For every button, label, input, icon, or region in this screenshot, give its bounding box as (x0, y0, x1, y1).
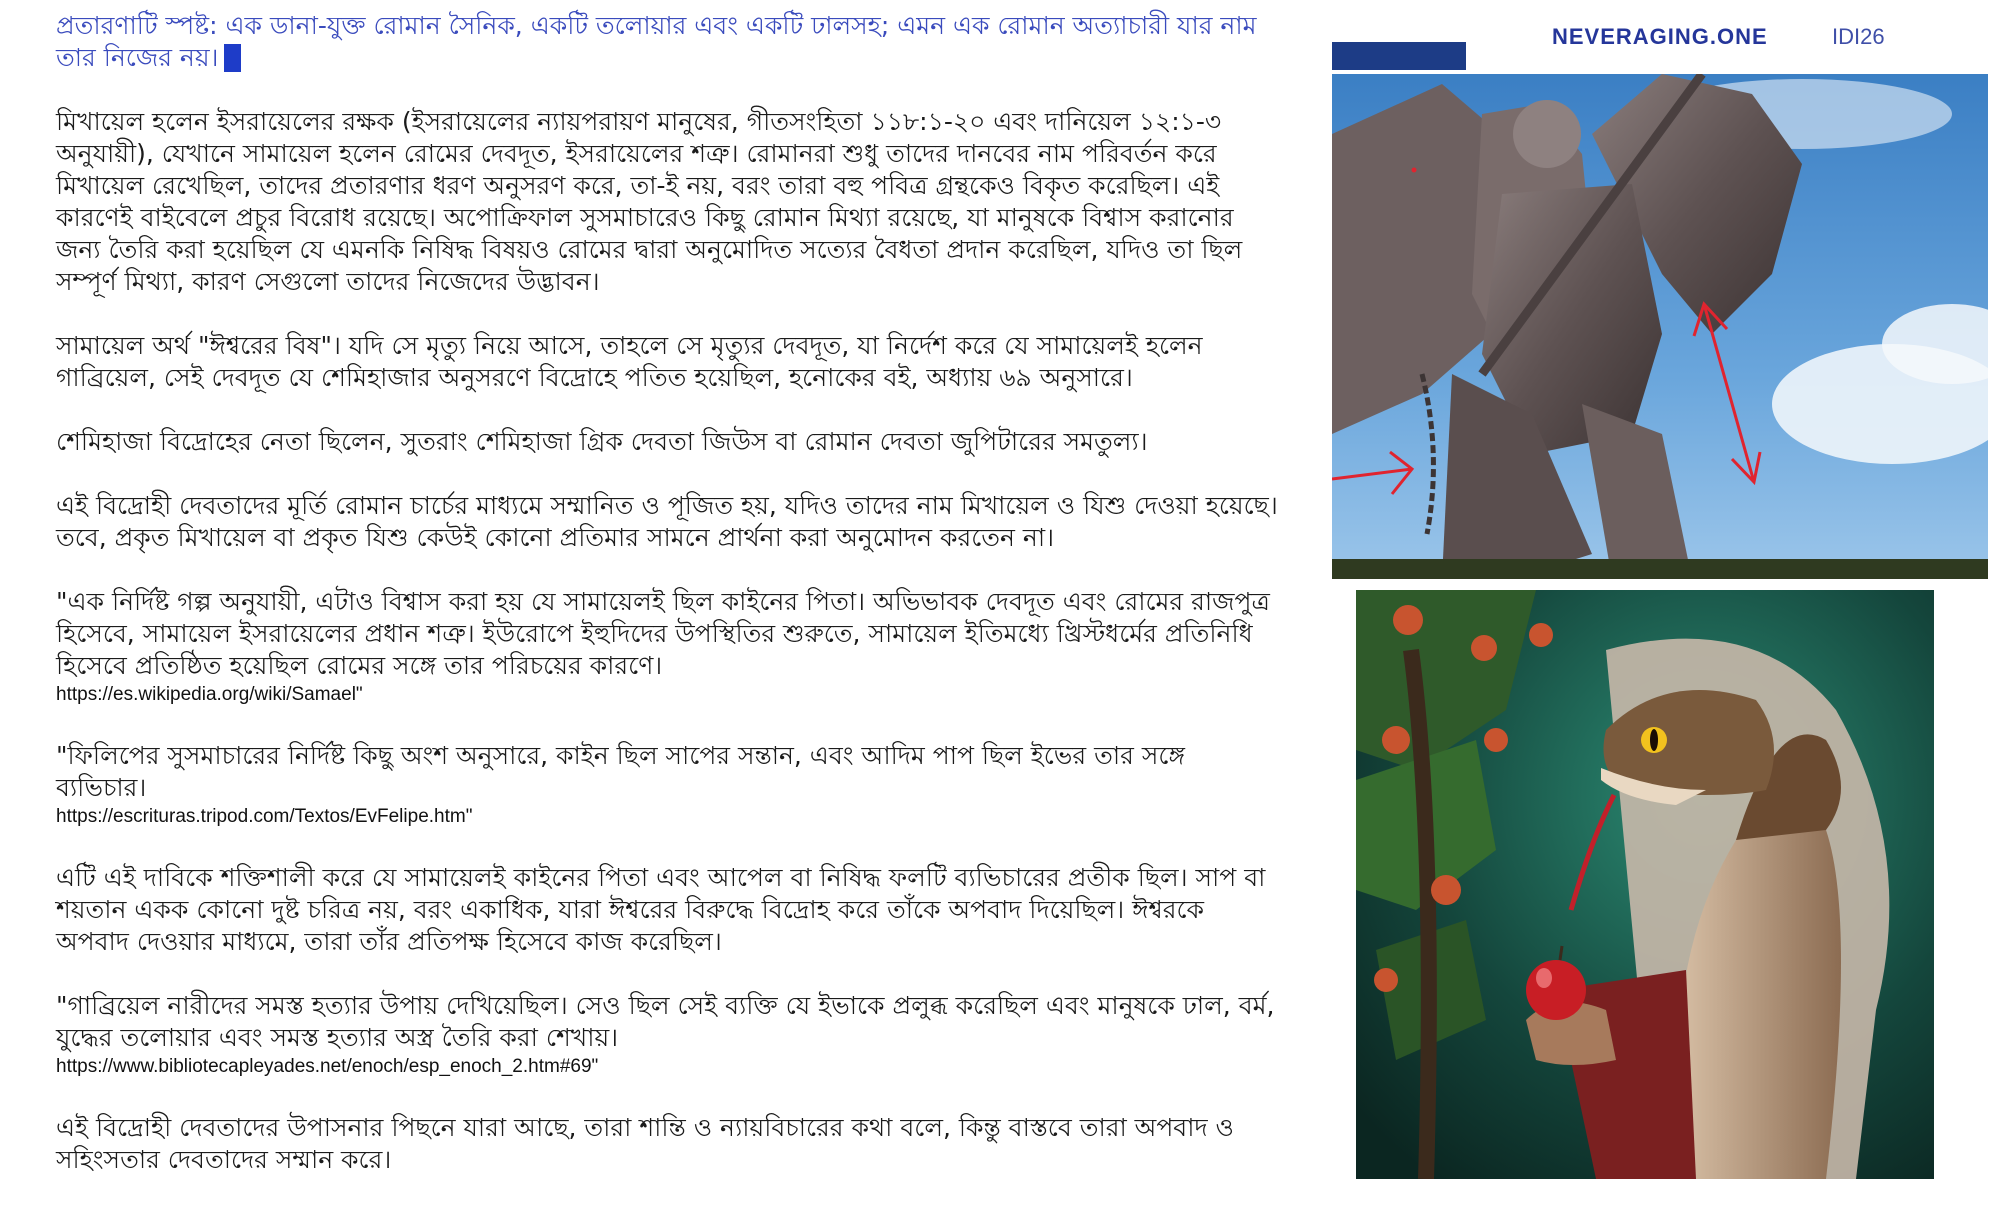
winged-soldier-statue-image (1332, 74, 1988, 579)
header-bar (1332, 42, 1466, 70)
site-brand[interactable]: NEVERAGING.ONE (1552, 24, 1768, 49)
paragraph-text: "গাব্রিয়েল নারীদের সমস্ত হত্যার উপায় দেখিয়েছিল। সেও ছিল সেই ব্যক্তি যে ইভাকে প্রলুব্ধ করেছিল এবং মানুষকে ঢাল, বর্ম, যুদ্ধের তলোয়ার এবং সমস্ত হত্যার অস্ত্র তৈরি করা শেখায়। (56, 991, 1275, 1052)
intro-text: প্রতারণাটি স্পষ্ট: এক ডানা-যুক্ত রোমান সৈনিক, একটি তলোয়ার এবং একটি ঢালসহ; এমন এক রোমান অত্যাচারী যার নাম তার নিজের নয়। (56, 11, 1257, 72)
paragraph (56, 106, 1278, 298)
paragraph (56, 490, 1278, 554)
source-link[interactable]: https://escrituras.tripod.com/Textos/EvFelipe.htm" (56, 806, 473, 827)
paragraph (56, 330, 1278, 394)
paragraph (56, 862, 1278, 958)
paragraph (56, 1112, 1278, 1176)
paragraph-text: "এক নির্দিষ্ট গল্প অনুযায়ী, এটাও বিশ্বাস করা হয় যে সামায়েলই ছিল কাইনের পিতা। অভিভাবক দেবদূত এবং রোমের রাজপুত্র হিসেবে, সামায়েল ইসরায়েলের প্রধান শত্রু। ইউরোপে ইহুদিদের উপস্থিতির শুরুতে, সামায়েল ইতিমধ্যে খ্রিস্টধর্মের প্রতিনিধি হিসেবে প্রতিষ্ঠিত হয়েছিল রোমের সঙ্গে তার পরিচয়ের কারণে। (56, 587, 1270, 680)
paragraph-text: মিখায়েল হলেন ইসরায়েলের রক্ষক (ইসরায়েলের ন্যায়পরায়ণ মানুষের, গীতসংহিতা ১১৮:১-২০ এবং দানিয়েল ১২:১-৩ অনুযায়ী), যেখানে সামায়েল হলেন রোমের দেবদূত, ইসরায়েলের শত্রু। রোমানরা শুধু তাদের দানবের নাম পরিবর্তন করে মিখায়েল রেখেছিল, তাদের প্রতারণার ধরণ অনুসরণ করে, তা-ই নয়, বরং তারা বহু পবিত্র গ্রন্থকেও বিকৃত করেছিল। এই কারণেই বাইবেলে প্রচুর বিরোধ রয়েছে। অপোক্রিফাল সুসমাচারেও কিছু রোমান মিথ্যা রয়েছে, যা মানুষকে বিশ্বাস করানোর জন্য তৈরি করা হয়েছিল যে এমনকি নিষিদ্ধ বিষয়ও রোমের দ্বারা অনুমোদিত সত্যের বৈধতা প্রদান করেছিল, যদিও তা ছিল সম্পূর্ণ মিথ্যা, কারণ সেগুলো তাদের নিজেদের উদ্ভাবন। (56, 107, 1243, 296)
page-code: IDI26 (1832, 24, 1885, 49)
source-link[interactable]: https://es.wikipedia.org/wiki/Samael" (56, 684, 363, 705)
source-link[interactable]: https://www.bibliotecapleyades.net/enoch/esp_enoch_2.htm#69" (56, 1056, 599, 1077)
paragraph-text: শেমিহাজা বিদ্রোহের নেতা ছিলেন, সুতরাং শেমিহাজা গ্রিক দেবতা জিউস বা রোমান দেবতা জুপিটারের সমতুল্য। (56, 427, 1148, 456)
quote-paragraph (56, 586, 1278, 708)
paragraph-text: এই বিদ্রোহী দেবতাদের উপাসনার পিছনে যারা আছে, তারা শান্তি ও ন্যায়বিচারের কথা বলে, কিন্তু বাস্তবে তারা অপবাদ ও সহিংসতার দেবতাদের সম্মান করে। (56, 1113, 1234, 1174)
article (56, 10, 1278, 1208)
paragraph-text: "ফিলিপের সুসমাচারের নির্দিষ্ট কিছু অংশ অনুসারে, কাইন ছিল সাপের সন্তান, এবং আদিম পাপ ছিল ইভের তার সঙ্গে ব্যভিচার। (56, 741, 1185, 802)
paragraph (56, 426, 1278, 458)
paragraph-text: এই বিদ্রোহী দেবতাদের মূর্তি রোমান চার্চের মাধ্যমে সম্মানিত ও পূজিত হয়, যদিও তাদের নাম মিখায়েল ও যিশু দেওয়া হয়েছে। তবে, প্রকৃত মিখায়েল বা প্রকৃত যিশু কেউই কোনো প্রতিমার সামনে প্রার্থনা করা অনুমোদন করতেন না। (56, 491, 1278, 552)
quote-paragraph (56, 990, 1278, 1080)
text-cursor (224, 44, 241, 72)
paragraph-text: সামায়েল অর্থ "ঈশ্বরের বিষ"। যদি সে মৃত্যু নিয়ে আসে, তাহলে সে মৃত্যুর দেবদূত, যা নির্দেশ করে যে সামায়েলই হলেন গাব্রিয়েল, সেই দেবদূত যে শেমিহাজার অনুসরণে বিদ্রোহে পতিত হয়েছিল, হনোকের বই, অধ্যায় ৬৯ অনুসারে। (56, 331, 1203, 392)
paragraph-text: এটি এই দাবিকে শক্তিশালী করে যে সামায়েলই কাইনের পিতা এবং আপেল বা নিষিদ্ধ ফলটি ব্যভিচারের প্রতীক ছিল। সাপ বা শয়তান একক কোনো দুষ্ট চরিত্র নয়, বরং একাধিক, যারা ঈশ্বরের বিরুদ্ধে বিদ্রোহ করে তাঁকে অপবাদ দিয়েছিল। ঈশ্বরকে অপবাদ দেওয়ার মাধ্যমে, তারা তাঁর প্রতিপক্ষ হিসেবে কাজ করেছিল। (56, 863, 1266, 956)
quote-paragraph (56, 740, 1278, 830)
serpent-with-apple-image (1356, 590, 1934, 1179)
intro-paragraph (56, 10, 1278, 74)
